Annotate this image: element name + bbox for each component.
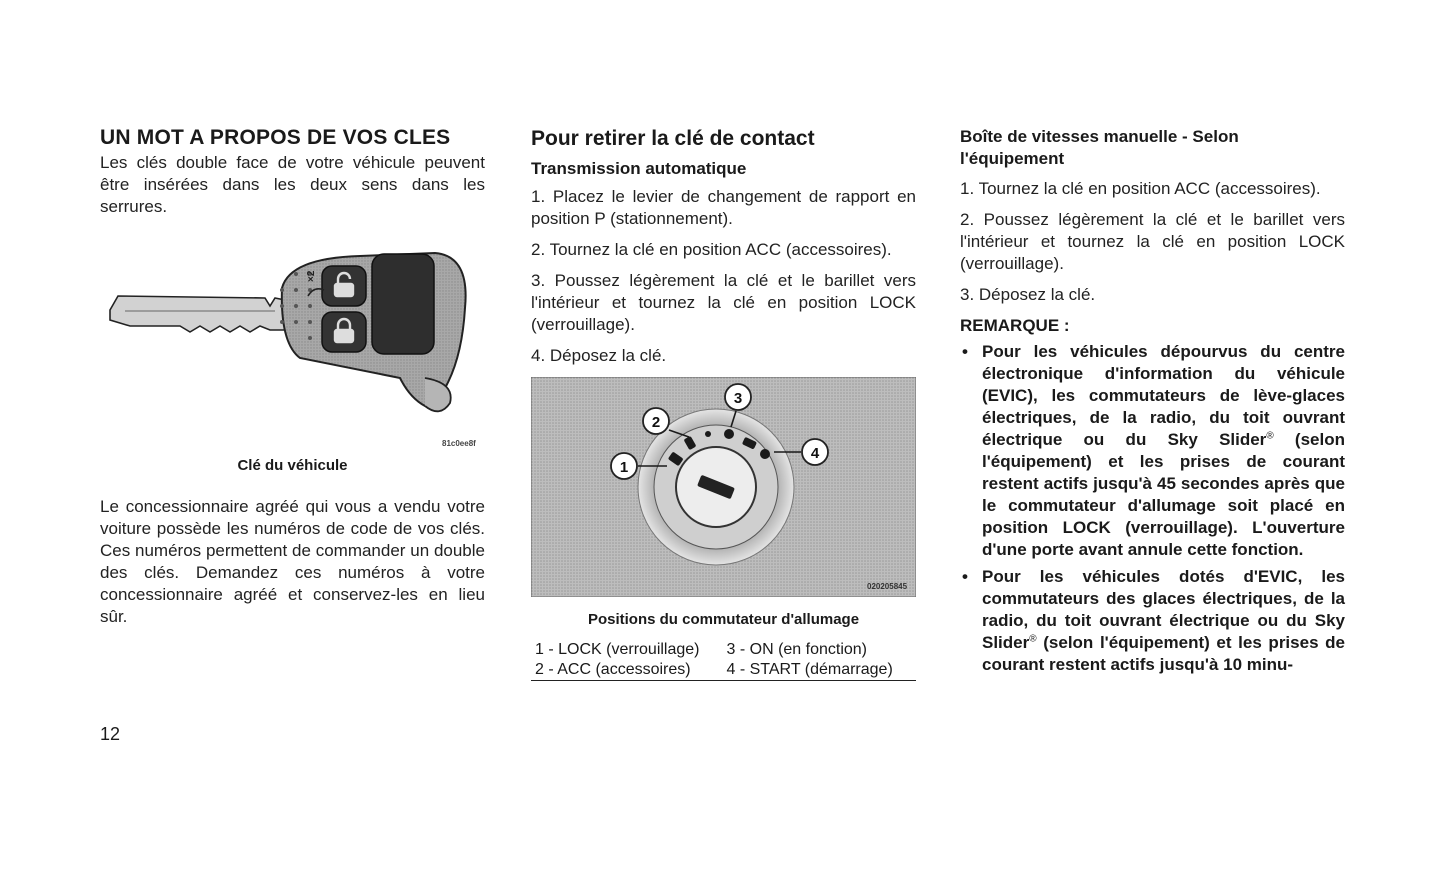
legend-item: 3 - ON (en fonction) <box>726 641 867 658</box>
column-2 <box>531 126 916 681</box>
ignition-illustration <box>531 377 916 597</box>
key-caption: Clé du véhicule <box>237 457 348 474</box>
note-heading: REMARQUE : <box>960 316 1070 335</box>
svg-text:2: 2 <box>651 414 661 431</box>
column-3 <box>960 126 1345 681</box>
auto-step-2: 2. Tournez la clé en position ACC (accessoires). <box>531 240 892 259</box>
bullet-symbol: • <box>962 342 968 361</box>
auto-step-4: 4. Déposez la clé. <box>531 346 667 365</box>
svg-text:1: 1 <box>619 459 629 476</box>
figure-code: 020205845 <box>867 582 908 591</box>
svg-text:3: 3 <box>733 390 743 407</box>
note-item: • Pour les véhicules dotés d'EVIC, les commutateurs des glaces électriques, de la radio, du toit ouvrant électrique ou du Sky Slider® (selon l'équipement) et les prises de courant restent actifs jusqu'à 10 minu- <box>962 567 1345 674</box>
key-blade <box>110 296 285 332</box>
note-list <box>960 341 1345 676</box>
subheading-manual: Boîte de vitesses manuelle - Selon l'équipement <box>960 127 1239 168</box>
page-number: 12 <box>100 724 121 744</box>
key-illustration <box>100 248 485 448</box>
auto-step-1: 1. Placez le levier de changement de rapport en position P (stationnement). <box>531 187 916 228</box>
legend-item: 4 - START (démarrage) <box>723 660 917 681</box>
callout-2 <box>643 408 669 434</box>
legend-item: 2 - ACC (accessoires) <box>531 660 723 681</box>
figure-code: 81c0ee8f <box>442 439 476 448</box>
section-heading-keys: UN MOT A PROPOS DE VOS CLES <box>100 126 451 149</box>
keys-body-text: Le concessionnaire agréé qui vous a vendu votre voiture possède les numéros de code de vos clés. Ces numéros permettent de commander un double des clés. Demandez ces numéros à votre concessionnaire agréé et conservez-les en lieu sûr. <box>100 497 485 626</box>
manual-step-1: 1. Tournez la clé en position ACC (accessoires). <box>960 179 1321 198</box>
legend-item: 1 - LOCK (verrouillage) <box>535 641 700 658</box>
section-heading-remove-key: Pour retirer la clé de contact <box>531 127 815 150</box>
svg-text:4: 4 <box>810 445 820 462</box>
key-badge: ×2 <box>306 270 317 282</box>
ignition-caption: Positions du commutateur d'allumage <box>587 611 860 628</box>
key-figure <box>100 248 485 448</box>
callout-3 <box>725 384 751 410</box>
callout-4 <box>802 439 828 465</box>
manual-step-2: 2. Poussez légèrement la clé et le barillet vers l'intérieur et tournez la clé en position LOCK (verrouillage). <box>960 210 1345 273</box>
legend-row <box>531 660 916 681</box>
auto-step-3: 3. Poussez légèrement la clé et le barillet vers l'intérieur et tournez la clé en position LOCK (verrouillage). <box>531 271 916 334</box>
callout-1 <box>611 453 637 479</box>
ignition-legend <box>531 640 916 681</box>
column-1 <box>100 126 485 637</box>
subheading-automatic: Transmission automatique <box>531 159 747 178</box>
legend-row <box>531 640 916 660</box>
ignition-figure <box>531 377 916 602</box>
bullet-symbol: • <box>962 567 968 586</box>
note-item: • Pour les véhicules dépourvus du centre électronique d'information du véhicule (EVIC), les commutateurs de lève-glaces électriques, de la radio, du toit ouvrant électrique ou du Sky Slider® (selon l'équipement) et les prises de courant restent actifs jusqu'à 45 secondes après que le commutateur d'allumage soit placé en position LOCK (verrouillage). L'ouverture d'une porte avant annule cette fonction. <box>962 342 1345 559</box>
panic-button <box>372 254 434 354</box>
manual-step-3: 3. Déposez la clé. <box>960 285 1096 304</box>
keys-intro-text: Les clés double face de votre véhicule peuvent être insérées dans les deux sens dans les serrures. <box>100 153 485 216</box>
